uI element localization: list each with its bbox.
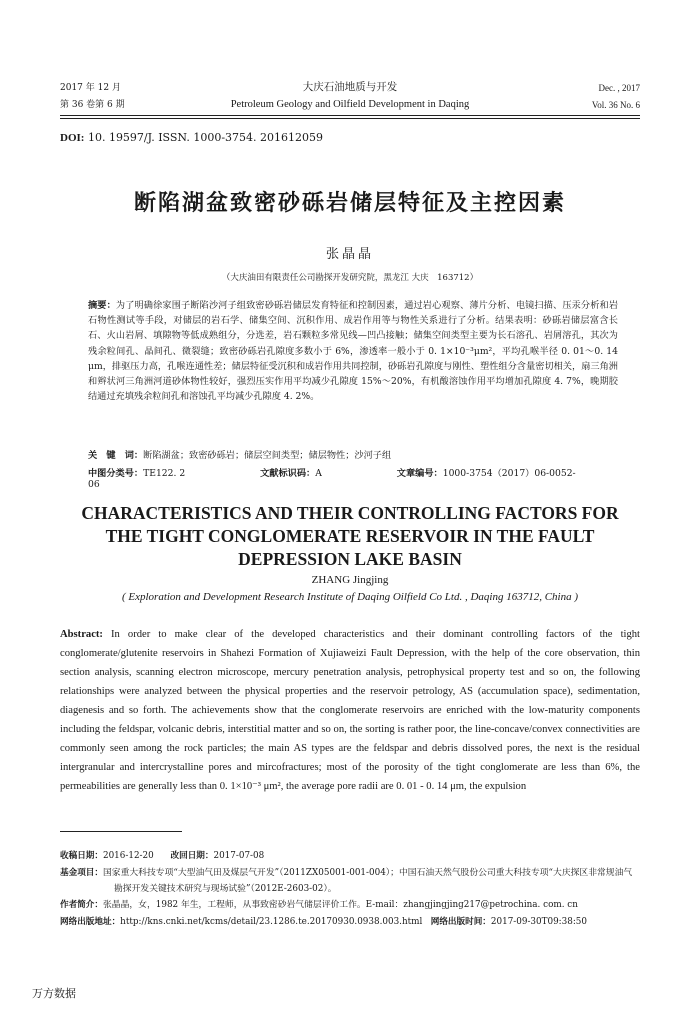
keywords-cn-label: 关 键 词： xyxy=(88,450,144,461)
doi-label: DOI: xyxy=(60,132,85,144)
title-cn: 断陷湖盆致密砂砾岩储层特征及主控因素 xyxy=(133,191,566,216)
abstract-cn-label: 摘要： xyxy=(88,300,116,311)
online-url[interactable]: http://kns.cnki.net/kcms/detail/23.1286.te.20170930.0938.003.html xyxy=(120,917,423,927)
clc-number: 中图分类号：TE122. 2 xyxy=(88,468,186,479)
footnote-fund: 基金项目：国家重大科技专项“大型油气田及煤层气开发”（2011ZX05001-001-004）；中国石油天然气股份公司重大科技专项“大庆探区非常规油气勘探开发关键技术研究与现场试验”（2012E-2603-02）。 xyxy=(60,868,633,894)
header-rule xyxy=(60,115,640,116)
received-date: 2016-12-20 xyxy=(102,851,154,861)
article-number: 文章编号：1000-3754（2017）06-0052-06 xyxy=(88,468,576,490)
footnote-rule xyxy=(60,831,182,832)
classification-line xyxy=(88,465,618,490)
footnote-author: 作者简介：张晶晶，女，1982 年生，工程师，从事致密砂岩气储层评价工作。E-mail：zhangjingjing217@petrochina. com. cn xyxy=(60,900,578,910)
header-rule-thin xyxy=(60,118,640,119)
doi xyxy=(60,131,323,144)
fund-text: 国家重大科技专项“大型油气田及煤层气开发”（2011ZX05001-001-004）；中国石油天然气股份公司重大科技专项“大庆探区非常规油气勘探开发关键技术研究与现场试验”（2012E-2603-02）。 xyxy=(102,868,633,894)
revised-date: 2017-07-08 xyxy=(213,851,265,861)
title-en: CHARACTERISTICS AND THEIR CONTROLLING FACTORS FOR THE TIGHT CONGLOMERATE RESERVOIR IN THE FAULT DEPRESSION LAKE BASIN xyxy=(81,503,619,569)
abstract-en xyxy=(60,625,640,796)
author-en: ZHANG Jingjing xyxy=(311,574,389,586)
abstract-cn xyxy=(88,298,618,404)
footnote-dates: 收稿日期：2016-12-20 改回日期：2017-07-08 xyxy=(60,851,265,861)
affiliation-en: ( Exploration and Development Research Institute of Daqing Oilfield Co Ltd. , Daqing 163712, China ) xyxy=(121,591,579,603)
abstract-cn-text: 为了明确徐家围子断陷沙河子组致密砂砾岩储层发育特征和控制因素，通过岩心观察、薄片分析、电镜扫描、压汞分析和岩石物性测试等手段，对储层的岩石学、储集空间、沉积作用、成岩作用等与物性关系进行了分析。结果表明：砂砾岩储层富含长石、火山岩屑、填隙物等低成熟组分，分选差，岩石颗粒多常见线—凹凸接触；储集空间类型主要为长石溶孔、岩屑溶孔，其次为残余粒间孔、晶间孔、微裂缝；致密砂砾岩孔隙度多数小于 6%，渗透率一般小于 0. 1×10⁻³μm²，平均孔喉半径 0. 01～0. 14 μm，排驱压力高，孔喉连通性差；储层特征受沉积和成岩作用共同控制，砂砾岩孔隙度与刚性、塑性组分含量密切相关，扇三角洲和辫状河三角洲河道砂体物性较好，强烈压实作用平均减少孔隙度 15%～20%，有机酸溶蚀作用平均增加孔隙度 4. 7%，晚期胶结通过充填残余粒间孔和溶蚀孔平均减少孔隙度 4. 2%。 xyxy=(88,300,619,403)
abstract-en-label: Abstract: xyxy=(60,629,103,640)
journal-name-cn: 大庆石油地质与开发 xyxy=(302,81,398,93)
footnote-online: 网络出版地址：http://kns.cnki.net/kcms/detail/23.1286.te.20170930.0938.003.html 网络出版时间：2017-09-30T09:38:50 xyxy=(60,917,588,927)
author-bio: 张晶晶，女，1982 年生，工程师，从事致密砂岩气储层评价工作。E-mail：zhangjingjing217@petrochina. com. cn xyxy=(102,900,578,910)
journal-name-en: Petroleum Geology and Oilfield Development in Daqing xyxy=(230,99,470,110)
header-date-en: Dec. , 2017 xyxy=(598,83,640,93)
header-date: 2017 年 12 月 xyxy=(60,83,121,93)
online-time: 2017-09-30T09:38:50 xyxy=(490,917,588,927)
document-code: 文献标识码：A xyxy=(260,468,322,479)
footer-brand: 万方数据 xyxy=(32,987,76,1000)
keywords-cn xyxy=(88,447,391,461)
doi-value: 10. 19597/J. ISSN. 1000-3754. 201612059 xyxy=(84,131,324,144)
keywords-cn-text: 断陷湖盆；致密砂砾岩；储层空间类型；储层物性；沙河子组 xyxy=(143,450,392,461)
affiliation-cn: （大庆油田有限责任公司勘探开发研究院，黑龙江 大庆 163712） xyxy=(221,273,479,283)
header-volume: 第 36 卷第 6 期 xyxy=(60,100,125,110)
header-volume-en: Vol. 36 No. 6 xyxy=(591,100,640,110)
abstract-en-text: In order to make clear of the developed characteristics and their dominant controlling factors of the tight conglomerate/glutenite reservoirs in Shahezi Formation of Xujiaweizi Fault Depression, with the help of the core observation, thin section analysis, scanning electron microscope, mercury penetration analysis, petrophysical property test and so on, the following relationships were analyzed between the physical properties and the reservoir petrology, AS (accumulation space), sedimentation, diagenesis and so forth. The achievements show that the conglomerate reservoirs are enriched with the low-maturity components including the feldspar, volcanic debris, interstitial matter and so on, the sorting is rather poor, the line-concave/convex connectivities are commonly seen among the rock particles; the main AS types are the feldspar and debris dissolved pores, the next is the residual intergranular and intercrystalline pores and mircofractures; most of the porosity of the tight conglomerate are less than 6%, the permeabilities are generally less than 0. 1×10⁻³ μm², the average pore radii are 0. 01 - 0. 14 μm, the expulsion xyxy=(60,629,640,792)
author-cn: 张晶晶 xyxy=(325,247,374,262)
